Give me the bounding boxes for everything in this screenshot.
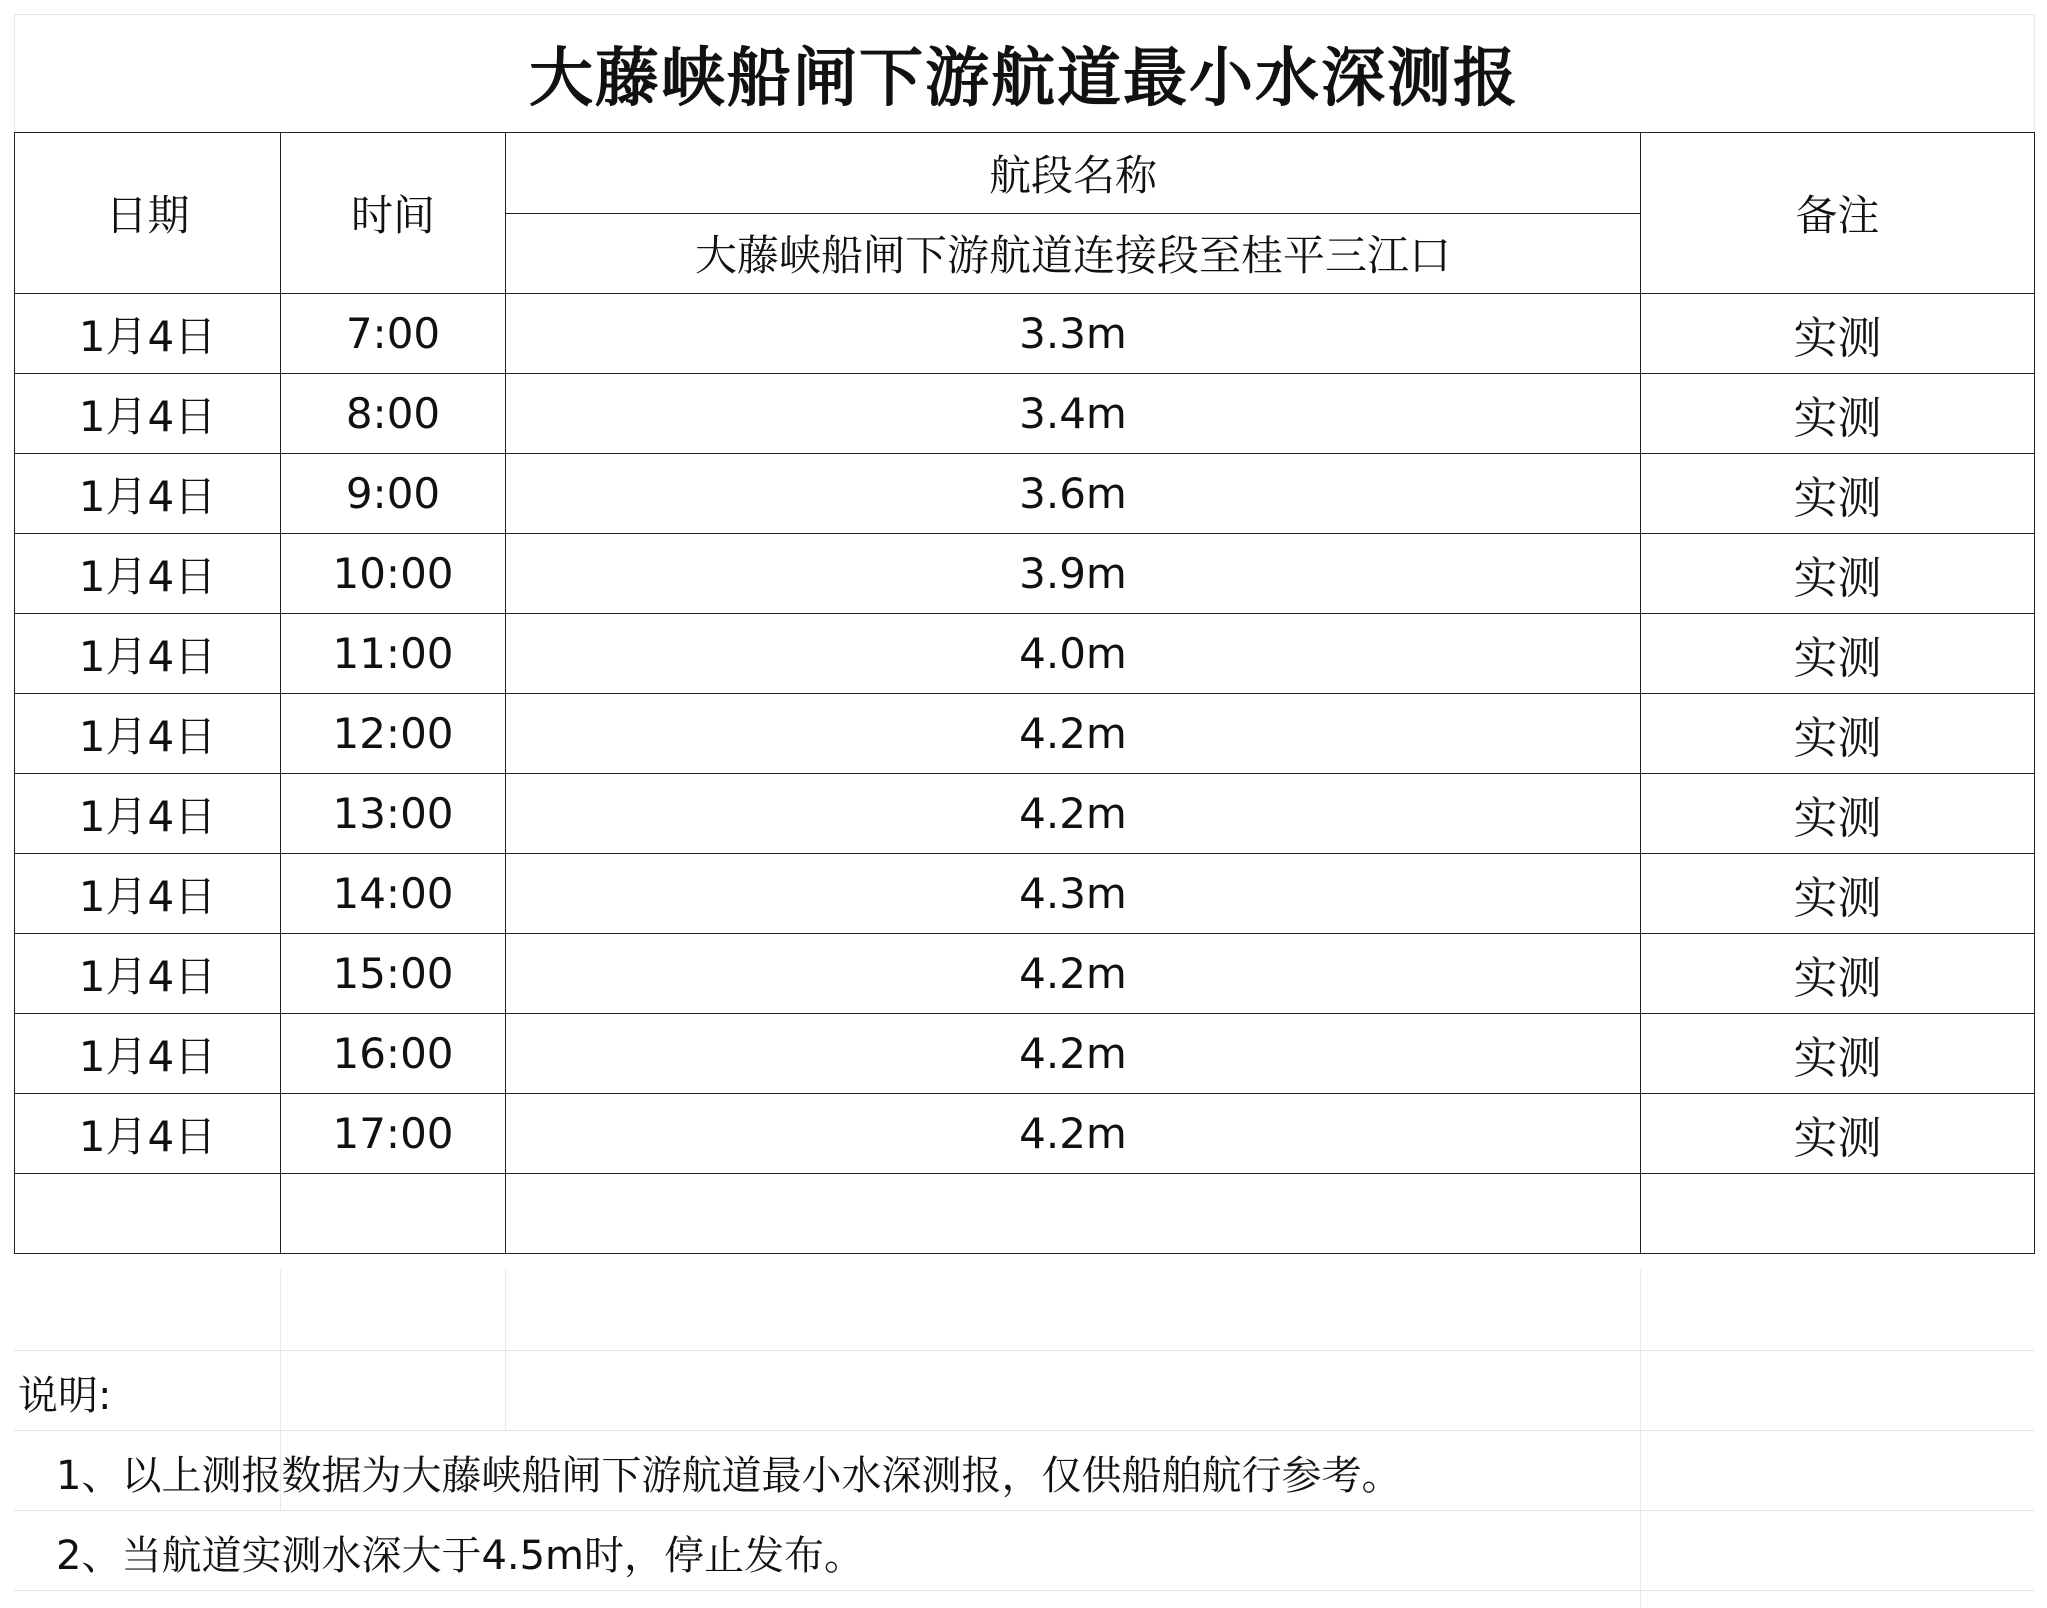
date-cell: 1月4日 bbox=[15, 1094, 281, 1174]
remark-cell: 实测 bbox=[1641, 534, 2035, 614]
report-title: 大藤峡船闸下游航道最小水深测报 bbox=[529, 42, 1519, 116]
header-time: 时间 bbox=[281, 133, 506, 294]
time-cell: 16:00 bbox=[281, 1014, 506, 1094]
header-row bbox=[15, 133, 2035, 214]
depth-cell: 3.6m bbox=[506, 454, 1641, 534]
time-cell: 10:00 bbox=[281, 534, 506, 614]
water-depth-table bbox=[14, 132, 2035, 1254]
date-cell: 1月4日 bbox=[15, 854, 281, 934]
depth-cell: 4.2m bbox=[506, 774, 1641, 854]
date-cell: 1月4日 bbox=[15, 454, 281, 534]
time-cell: 11:00 bbox=[281, 614, 506, 694]
table-row bbox=[15, 534, 2035, 614]
table-row bbox=[15, 934, 2035, 1014]
remark-cell: 实测 bbox=[1641, 454, 2035, 534]
depth-cell: 4.3m bbox=[506, 854, 1641, 934]
time-cell: 17:00 bbox=[281, 1094, 506, 1174]
depth-cell: 3.9m bbox=[506, 534, 1641, 614]
depth-cell: 3.3m bbox=[506, 294, 1641, 374]
gridline bbox=[1640, 1270, 1641, 1608]
table-row bbox=[15, 694, 2035, 774]
note-item: 2、当航道实测水深大于4.5m时，停止发布。 bbox=[56, 1532, 865, 1579]
table-row-empty bbox=[15, 1174, 2035, 1254]
gridline bbox=[14, 1430, 2034, 1431]
remark-cell: 实测 bbox=[1641, 854, 2035, 934]
table-row bbox=[15, 1014, 2035, 1094]
depth-cell: 4.0m bbox=[506, 614, 1641, 694]
remark-cell: 实测 bbox=[1641, 774, 2035, 854]
empty-cell bbox=[281, 1174, 506, 1254]
header-section-name: 航段名称 bbox=[506, 133, 1641, 214]
depth-cell: 4.2m bbox=[506, 694, 1641, 774]
header-remark: 备注 bbox=[1641, 133, 2035, 294]
table-row bbox=[15, 374, 2035, 454]
date-cell: 1月4日 bbox=[15, 534, 281, 614]
remark-cell: 实测 bbox=[1641, 934, 2035, 1014]
remark-cell: 实测 bbox=[1641, 1014, 2035, 1094]
time-cell: 14:00 bbox=[281, 854, 506, 934]
notes-title: 说明: bbox=[18, 1372, 112, 1419]
depth-cell: 3.4m bbox=[506, 374, 1641, 454]
header-section-value: 大藤峡船闸下游航道连接段至桂平三江口 bbox=[506, 213, 1641, 294]
table-row bbox=[15, 294, 2035, 374]
time-cell: 12:00 bbox=[281, 694, 506, 774]
remark-cell: 实测 bbox=[1641, 294, 2035, 374]
depth-cell: 4.2m bbox=[506, 1014, 1641, 1094]
empty-cell bbox=[15, 1174, 281, 1254]
date-cell: 1月4日 bbox=[15, 694, 281, 774]
date-cell: 1月4日 bbox=[15, 294, 281, 374]
table-row bbox=[15, 854, 2035, 934]
remark-cell: 实测 bbox=[1641, 374, 2035, 454]
remark-cell: 实测 bbox=[1641, 614, 2035, 694]
remark-cell: 实测 bbox=[1641, 1094, 2035, 1174]
time-cell: 7:00 bbox=[281, 294, 506, 374]
gridline bbox=[14, 1350, 2034, 1351]
depth-cell: 4.2m bbox=[506, 934, 1641, 1014]
table-row bbox=[15, 774, 2035, 854]
date-cell: 1月4日 bbox=[15, 934, 281, 1014]
table-row bbox=[15, 1094, 2035, 1174]
empty-cell bbox=[1641, 1174, 2035, 1254]
time-cell: 15:00 bbox=[281, 934, 506, 1014]
table-row bbox=[15, 454, 2035, 534]
time-cell: 13:00 bbox=[281, 774, 506, 854]
depth-cell: 4.2m bbox=[506, 1094, 1641, 1174]
note-item: 1、以上测报数据为大藤峡船闸下游航道最小水深测报，仅供船舶航行参考。 bbox=[56, 1452, 1402, 1499]
remark-cell: 实测 bbox=[1641, 694, 2035, 774]
date-cell: 1月4日 bbox=[15, 614, 281, 694]
gridline bbox=[2034, 14, 2035, 132]
empty-cell bbox=[506, 1174, 1641, 1254]
date-cell: 1月4日 bbox=[15, 1014, 281, 1094]
time-cell: 8:00 bbox=[281, 374, 506, 454]
table-row bbox=[15, 614, 2035, 694]
date-cell: 1月4日 bbox=[15, 774, 281, 854]
date-cell: 1月4日 bbox=[15, 374, 281, 454]
header-date: 日期 bbox=[15, 133, 281, 294]
time-cell: 9:00 bbox=[281, 454, 506, 534]
